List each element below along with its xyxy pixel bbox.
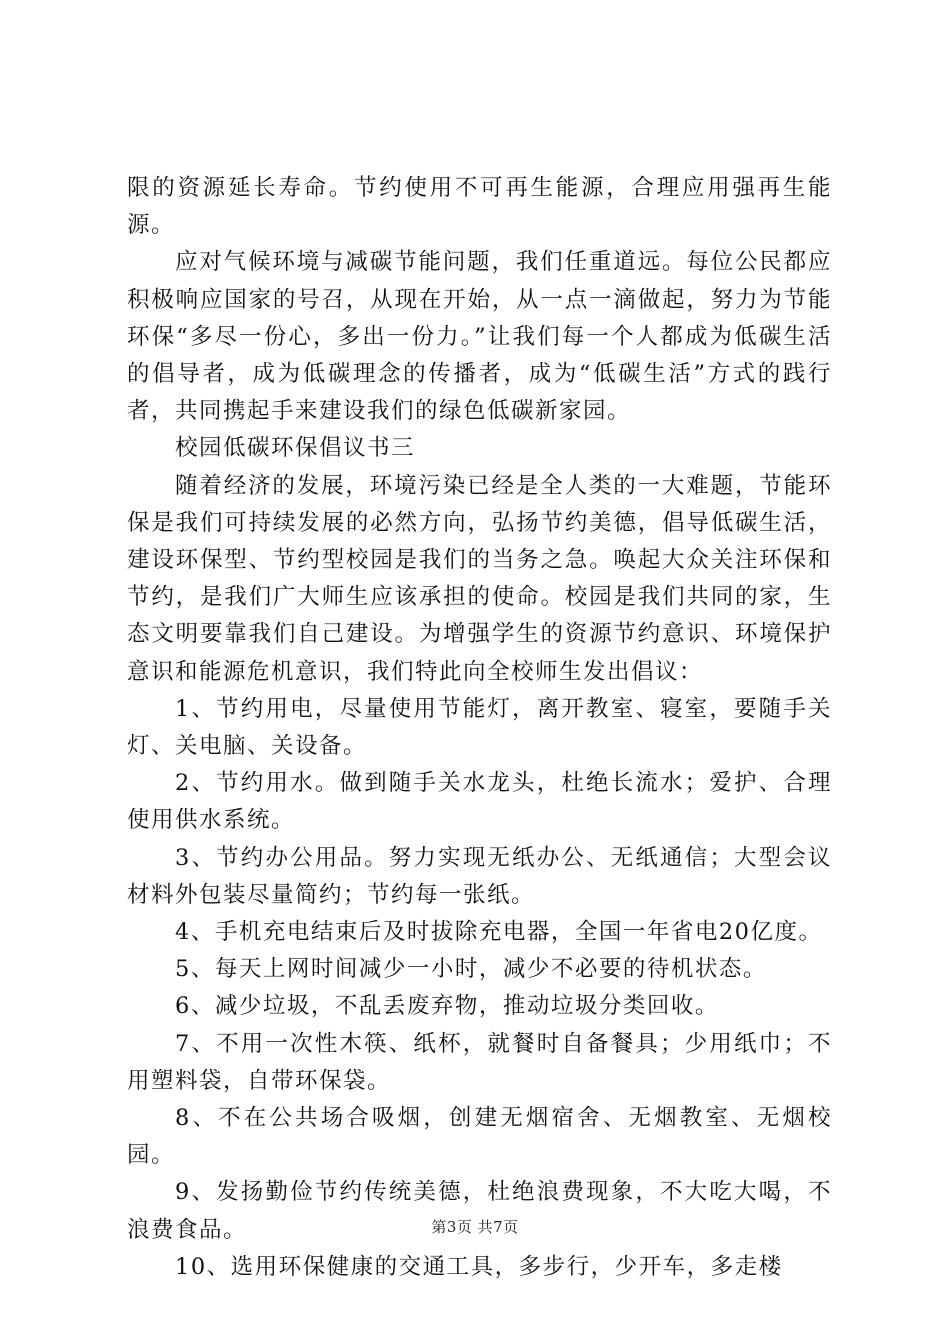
section-heading: 校园低碳环保倡议书三 <box>175 435 416 462</box>
list-item: 6、减少垃圾，不乱丢废弃物，推动垃圾分类回收。 <box>175 993 719 1020</box>
document-body <box>127 170 832 1286</box>
paragraph: 应对气候环境与减碳节能问题，我们任重道远。每位公民都应积极响应国家的号召，从现在开始，从一点一滴做起，努力为节能环保“多尽一份心，多出一份力。”让我们每一个人都成为低碳生活的倡导者，成为低碳理念的传播者，成为“低碳生活”方式的践行者，共同携起手来建设我们的绿色低碳新家园。 <box>127 249 832 425</box>
list-item: 2、节约用水。做到随手关水龙头，杜绝长流水；爱护、合理使用供水系统。 <box>127 770 832 834</box>
list-item: 5、每天上网时间减少一小时，减少不必要的待机状态。 <box>175 956 767 983</box>
page-number: 第3页 共7页 <box>431 1218 519 1236</box>
list-item: 9、发扬勤俭节约传统美德，杜绝浪费现象，不大吃大喝，不浪费食品。 <box>127 1179 832 1243</box>
list-item: 1、节约用电，尽量使用节能灯，离开教室、寝室，要随手关灯、关电脑、关设备。 <box>127 695 832 760</box>
list-item: 8、不在公共场合吸烟，创建无烟宿舍、无烟教室、无烟校园。 <box>127 1105 832 1169</box>
list-item: 3、节约办公用品。努力实现无纸办公、无纸通信；大型会议材料外包装尽量简约；节约每一张纸。 <box>127 844 832 908</box>
paragraph: 限的资源延长寿命。节约使用不可再生能源，合理应用强再生能源。 <box>127 175 832 239</box>
list-item: 10、选用环保健康的交通工具，多步行，少开车，多走楼 <box>175 1253 783 1280</box>
list-item: 7、不用一次性木筷、纸杯，就餐时自备餐具；少用纸巾；不用塑料袋，自带环保袋。 <box>127 1030 832 1094</box>
paragraph: 随着经济的发展，环境污染已经是全人类的一大难题，节能环保是我们可持续发展的必然方向，弘扬节约美德，倡导低碳生活，建设环保型、节约型校园是我们的当务之急。唤起大众关注环保和节约，是我们广大师生应该承担的使命。校园是我们共同的家，生态文明要靠我们自己建设。为增强学生的资源节约意识、环境保护意识和能源危机意识，我们特此向全校师生发出倡议： <box>127 472 832 685</box>
list-item: 4、手机充电结束后及时拔除充电器，全国一年省电20亿度。 <box>175 919 823 946</box>
